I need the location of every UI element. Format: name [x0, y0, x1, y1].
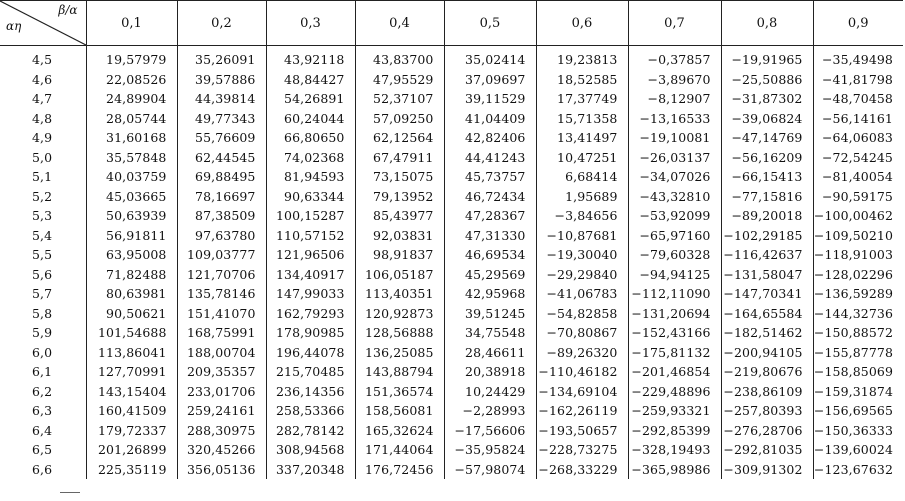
table-cell: 100,15287 [266, 206, 355, 226]
table-cell: −19,30040 [536, 245, 628, 265]
table-cell: 201,26899 [86, 440, 177, 460]
row-header: 6,2 [32, 383, 53, 399]
table-cell: 54,26891 [266, 89, 355, 109]
row-header: 6,3 [32, 403, 53, 419]
table-cell: −155,87778 [813, 343, 903, 363]
row-header: 5,8 [32, 305, 53, 321]
table-cell: 171,44064 [355, 440, 444, 460]
table-cell: −238,86109 [721, 382, 813, 402]
table-row [0, 89, 903, 109]
table-cell: −365,98986 [628, 460, 721, 480]
table-cell: 62,44545 [177, 148, 266, 168]
table-cell: −139,60024 [813, 440, 903, 460]
table-cell: 282,78142 [266, 421, 355, 441]
table-cell: 258,53366 [266, 401, 355, 421]
table-cell: 49,77343 [177, 109, 266, 129]
table-cell: −268,33229 [536, 460, 628, 480]
table-cell: 128,56888 [355, 323, 444, 343]
table-cell: −201,46854 [628, 362, 721, 382]
table-cell: 42,95968 [444, 284, 536, 304]
table-cell: −39,06824 [721, 109, 813, 129]
table-row [0, 226, 903, 246]
table-cell: 288,30975 [177, 421, 266, 441]
table-row [0, 362, 903, 382]
table-cell: 143,15404 [86, 382, 177, 402]
row-header: 5,9 [32, 325, 53, 341]
table-cell: 158,56081 [355, 401, 444, 421]
table-cell: 98,91837 [355, 245, 444, 265]
table-cell: 20,38918 [444, 362, 536, 382]
table-cell: −54,82858 [536, 304, 628, 324]
table-cell: −89,20018 [721, 206, 813, 226]
table-cell: 63,95008 [86, 245, 177, 265]
table-cell: 74,02368 [266, 148, 355, 168]
table-cell: 113,40351 [355, 284, 444, 304]
row-header: 4,5 [32, 52, 53, 68]
table-cell: −193,50657 [536, 421, 628, 441]
table-cell: −116,42637 [721, 245, 813, 265]
table-cell: 121,70706 [177, 265, 266, 285]
table-cell: −26,03137 [628, 148, 721, 168]
column-header: 0,5 [444, 1, 536, 46]
table-cell: −219,80676 [721, 362, 813, 382]
table-cell: 22,08526 [86, 70, 177, 90]
table-cell: −292,81035 [721, 440, 813, 460]
table-cell: −175,81132 [628, 343, 721, 363]
table-cell: −79,60328 [628, 245, 721, 265]
table-cell: 17,37749 [536, 89, 628, 109]
table-cell: −3,89670 [628, 70, 721, 90]
table-header [0, 1, 903, 46]
table-cell: −8,12907 [628, 89, 721, 109]
table-cell: 320,45266 [177, 440, 266, 460]
table-row [0, 382, 903, 402]
table-cell: −164,65584 [721, 304, 813, 324]
table-cell: −29,29840 [536, 265, 628, 285]
table-body [0, 46, 903, 480]
table-cell: −41,81798 [813, 70, 903, 90]
table-cell: 178,90985 [266, 323, 355, 343]
column-header: 0,8 [721, 1, 813, 46]
table-cell: 40,03759 [86, 167, 177, 187]
table-cell: −64,06083 [813, 128, 903, 148]
table-cell: 151,41070 [177, 304, 266, 324]
table-cell: −110,46182 [536, 362, 628, 382]
table-cell: −229,48896 [628, 382, 721, 402]
column-header: 0,6 [536, 1, 628, 46]
table-cell: −70,80867 [536, 323, 628, 343]
table-cell: 19,23813 [536, 46, 628, 70]
row-header: 6,0 [32, 344, 53, 360]
corner-row-label: αη [6, 19, 22, 33]
table-cell: 106,05187 [355, 265, 444, 285]
table-cell: 43,92118 [266, 46, 355, 70]
table-cell: −292,85399 [628, 421, 721, 441]
table-cell: −118,91003 [813, 245, 903, 265]
table-cell: 35,26091 [177, 46, 266, 70]
table-cell: −90,59175 [813, 187, 903, 207]
table-cell: 52,37107 [355, 89, 444, 109]
table-cell: −66,15413 [721, 167, 813, 187]
table-cell: −35,49498 [813, 46, 903, 70]
row-header: 5,4 [32, 227, 53, 243]
table-cell: −57,98074 [444, 460, 536, 480]
table-cell: 121,96506 [266, 245, 355, 265]
table-cell: −2,28993 [444, 401, 536, 421]
table-row [0, 148, 903, 168]
row-header: 6,5 [32, 442, 53, 458]
table-cell: 39,57886 [177, 70, 266, 90]
table-cell: 78,16697 [177, 187, 266, 207]
table-cell: 236,14356 [266, 382, 355, 402]
table-cell: −131,58047 [721, 265, 813, 285]
table-cell: 13,41497 [536, 128, 628, 148]
table-cell: −65,97160 [628, 226, 721, 246]
table-cell: 168,75991 [177, 323, 266, 343]
table-row [0, 109, 903, 129]
table-cell: −100,00462 [813, 206, 903, 226]
table-cell: −259,93321 [628, 401, 721, 421]
table-cell: −53,92099 [628, 206, 721, 226]
row-header: 4,8 [32, 110, 53, 126]
table-cell: −200,94105 [721, 343, 813, 363]
table-cell: 176,72456 [355, 460, 444, 480]
table-cell: 92,03831 [355, 226, 444, 246]
table-cell: 97,63780 [177, 226, 266, 246]
table-cell: 60,24044 [266, 109, 355, 129]
table-cell: 215,70485 [266, 362, 355, 382]
table-cell: −156,69565 [813, 401, 903, 421]
table-cell: −150,36333 [813, 421, 903, 441]
table-cell: 160,41509 [86, 401, 177, 421]
table-cell: 10,24429 [444, 382, 536, 402]
table-cell: −112,11090 [628, 284, 721, 304]
table-cell: 35,02414 [444, 46, 536, 70]
table-cell: −94,94125 [628, 265, 721, 285]
table-row [0, 167, 903, 187]
table-cell: 209,35357 [177, 362, 266, 382]
column-header: 0,2 [177, 1, 266, 46]
table-cell: −41,06783 [536, 284, 628, 304]
table-cell: 337,20348 [266, 460, 355, 480]
table-cell: 10,47251 [536, 148, 628, 168]
table-cell: 101,54688 [86, 323, 177, 343]
table-cell: −19,91965 [721, 46, 813, 70]
row-header: 5,6 [32, 266, 53, 282]
table-cell: 43,83700 [355, 46, 444, 70]
table-cell: −48,70458 [813, 89, 903, 109]
table-cell: 134,40917 [266, 265, 355, 285]
row-header: 6,1 [32, 364, 53, 380]
column-header: 0,1 [86, 1, 177, 46]
table-cell: −136,59289 [813, 284, 903, 304]
table-cell: −47,14769 [721, 128, 813, 148]
table-cell: 196,44078 [266, 343, 355, 363]
table-cell: 136,25085 [355, 343, 444, 363]
row-header: 5,2 [32, 188, 53, 204]
table-cell: 233,01706 [177, 382, 266, 402]
table-cell: 48,84427 [266, 70, 355, 90]
table-cell: 57,09250 [355, 109, 444, 129]
footer-mark [60, 492, 80, 493]
corner-cell [0, 1, 86, 46]
table-cell: 81,94593 [266, 167, 355, 187]
table-row [0, 343, 903, 363]
table-cell: 188,00704 [177, 343, 266, 363]
table-cell: −150,88572 [813, 323, 903, 343]
table-row [0, 128, 903, 148]
table-cell: 179,72337 [86, 421, 177, 441]
table-cell: 87,38509 [177, 206, 266, 226]
row-header: 4,7 [32, 91, 53, 107]
table-cell: 50,63939 [86, 206, 177, 226]
table-cell: 35,57848 [86, 148, 177, 168]
table-cell: 34,75548 [444, 323, 536, 343]
table-cell: 79,13952 [355, 187, 444, 207]
table-cell: 71,82488 [86, 265, 177, 285]
row-header: 6,4 [32, 422, 53, 438]
row-header: 5,0 [32, 149, 53, 165]
table-cell: 110,57152 [266, 226, 355, 246]
table-cell: 356,05136 [177, 460, 266, 480]
table-row [0, 440, 903, 460]
table-cell: −56,16209 [721, 148, 813, 168]
table-cell: 41,04409 [444, 109, 536, 129]
table-cell: 151,36574 [355, 382, 444, 402]
table-row [0, 187, 903, 207]
table-cell: 225,35119 [86, 460, 177, 480]
table-row [0, 460, 903, 480]
table-row [0, 401, 903, 421]
table-cell: −56,14161 [813, 109, 903, 129]
table-cell: 135,78146 [177, 284, 266, 304]
table-cell: 147,99033 [266, 284, 355, 304]
table-cell: 39,11529 [444, 89, 536, 109]
table-row [0, 206, 903, 226]
table-row [0, 323, 903, 343]
table-cell: 24,89904 [86, 89, 177, 109]
table-cell: 18,52585 [536, 70, 628, 90]
table-cell: −77,15816 [721, 187, 813, 207]
table-cell: −0,37857 [628, 46, 721, 70]
table-cell: −159,31874 [813, 382, 903, 402]
row-header: 5,3 [32, 208, 53, 224]
table-cell: 15,71358 [536, 109, 628, 129]
table-cell: −152,43166 [628, 323, 721, 343]
table-cell: 113,86041 [86, 343, 177, 363]
table-cell: −10,87681 [536, 226, 628, 246]
table-cell: −72,54245 [813, 148, 903, 168]
table-cell: −19,10081 [628, 128, 721, 148]
table-cell: 37,09697 [444, 70, 536, 90]
table-cell: 80,63981 [86, 284, 177, 304]
table-cell: −257,80393 [721, 401, 813, 421]
table-cell: −102,29185 [721, 226, 813, 246]
table-cell: −158,85069 [813, 362, 903, 382]
table-cell: −34,07026 [628, 167, 721, 187]
table-cell: 308,94568 [266, 440, 355, 460]
table-cell: 259,24161 [177, 401, 266, 421]
table-cell: 45,03665 [86, 187, 177, 207]
table-cell: 19,57979 [86, 46, 177, 70]
table-cell: 66,80650 [266, 128, 355, 148]
table-row [0, 46, 903, 70]
table-cell: 47,95529 [355, 70, 444, 90]
table-cell: −35,95824 [444, 440, 536, 460]
table-row [0, 245, 903, 265]
table-cell: 143,88794 [355, 362, 444, 382]
table-cell: 44,39814 [177, 89, 266, 109]
table-cell: 109,03777 [177, 245, 266, 265]
table-row [0, 70, 903, 90]
column-header: 0,9 [813, 1, 903, 46]
table-cell: 44,41243 [444, 148, 536, 168]
table-cell: −17,56606 [444, 421, 536, 441]
table-cell: −309,91302 [721, 460, 813, 480]
row-header: 5,1 [32, 169, 53, 185]
table-cell: −144,32736 [813, 304, 903, 324]
table-cell: 28,05744 [86, 109, 177, 129]
table-row [0, 284, 903, 304]
header-row [0, 1, 903, 46]
table-cell: 85,43977 [355, 206, 444, 226]
table-cell: 45,29569 [444, 265, 536, 285]
table-cell: 62,12564 [355, 128, 444, 148]
corner-column-label: β/α [58, 3, 78, 17]
table-cell: −147,70341 [721, 284, 813, 304]
row-header: 4,6 [32, 71, 53, 87]
table-row [0, 421, 903, 441]
table-cell: −3,84656 [536, 206, 628, 226]
table-cell: −328,19493 [628, 440, 721, 460]
table-cell: 90,63344 [266, 187, 355, 207]
table-row [0, 265, 903, 285]
row-header: 4,9 [32, 130, 53, 146]
row-header: 5,5 [32, 247, 53, 263]
table-cell: −31,87302 [721, 89, 813, 109]
table-cell: −228,73275 [536, 440, 628, 460]
table-cell: 56,91811 [86, 226, 177, 246]
table-cell: 162,79293 [266, 304, 355, 324]
table-row [0, 304, 903, 324]
table-cell: 67,47911 [355, 148, 444, 168]
column-header: 0,3 [266, 1, 355, 46]
table-cell: −43,32810 [628, 187, 721, 207]
table-cell: 120,92873 [355, 304, 444, 324]
table-cell: 1,95689 [536, 187, 628, 207]
table-cell: 45,73757 [444, 167, 536, 187]
table-cell: 31,60168 [86, 128, 177, 148]
table-cell: 55,76609 [177, 128, 266, 148]
table-cell: −13,16533 [628, 109, 721, 129]
table-cell: 47,31330 [444, 226, 536, 246]
table-cell: −128,02296 [813, 265, 903, 285]
table-cell: 73,15075 [355, 167, 444, 187]
table-cell: −276,28706 [721, 421, 813, 441]
row-header: 5,7 [32, 286, 53, 302]
column-header: 0,4 [355, 1, 444, 46]
table-cell: 69,88495 [177, 167, 266, 187]
table-cell: 46,69534 [444, 245, 536, 265]
column-header: 0,7 [628, 1, 721, 46]
table-cell: −134,69104 [536, 382, 628, 402]
table-cell: 6,68414 [536, 167, 628, 187]
table-cell: 28,46611 [444, 343, 536, 363]
table-cell: −89,26320 [536, 343, 628, 363]
table-cell: 42,82406 [444, 128, 536, 148]
table-cell: 47,28367 [444, 206, 536, 226]
table-cell: −123,67632 [813, 460, 903, 480]
table-cell: 165,32624 [355, 421, 444, 441]
table-cell: −162,26119 [536, 401, 628, 421]
table-cell: 39,51245 [444, 304, 536, 324]
table-cell: −109,50210 [813, 226, 903, 246]
table-cell: −182,51462 [721, 323, 813, 343]
table-cell: −131,20694 [628, 304, 721, 324]
table-cell: −81,40054 [813, 167, 903, 187]
row-header: 6,6 [32, 461, 53, 477]
table-cell: −25,50886 [721, 70, 813, 90]
table-cell: 127,70991 [86, 362, 177, 382]
table-cell: 90,50621 [86, 304, 177, 324]
table-cell: 46,72434 [444, 187, 536, 207]
